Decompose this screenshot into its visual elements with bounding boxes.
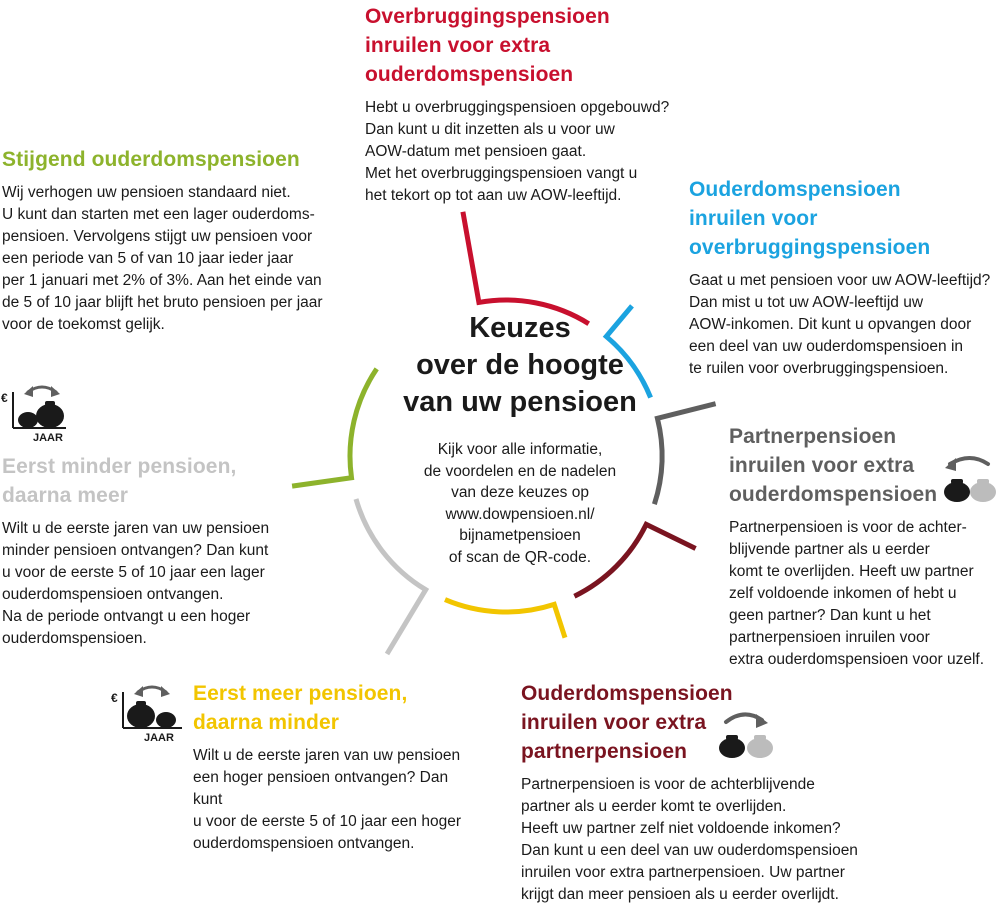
- center-title: Keuzes over de hoogte van uw pensioen: [403, 312, 637, 418]
- block-body: Gaat u met pensioen voor uw AOW-leeftijd? Dan mist u tot uw AOW-leeftijd uw AOW-inkomen. Dit kunt u opvangen door een deel van uw ouderdomspensioen in te ruilen voor overbruggingspensioen.: [689, 272, 991, 377]
- segment-eerst-meer-yellow: [445, 600, 565, 638]
- block-body: Wilt u de eerste jaren van uw pensioen een hoger pensioen ontvangen? Dan kunt u voor de eerste 5 of 10 jaar een hoger ouderdomspensioen ontvangen.: [193, 747, 461, 852]
- block-ouderdomspensioen-voor-overbrugging: [689, 175, 999, 380]
- block-title: Ouderdomspensioen inruilen voor extra partnerpensioen: [521, 682, 733, 763]
- block-overbruggingspensioen-inruilen: [365, 2, 695, 207]
- block-title: Eerst minder pensioen, daarna meer: [2, 455, 237, 507]
- increasing-chart-icon: [13, 386, 66, 428]
- block-body: Wilt u de eerste jaren van uw pensioen minder pensioen ontvangen? Dan kunt u voor de eerste 5 of 10 jaar een lager ouderdomspensioen ontvangen. Na de periode ontvangt u een hoger ouderdomspensioen.: [2, 520, 270, 647]
- block-body: Wij verhogen uw pensioen standaard niet. U kunt dan starten met een lager ouderdoms- pensioen. Vervolgens stijgt uw pensioen voor een periode van 5 of van 10 jaar ieder jaar per 1 januari met 2% of 3%. Aan het einde van de 5 of 10 jaar blijft het bruto pensioen per jaar voor de toekomst gelijk.: [2, 184, 323, 333]
- block-body: Partnerpensioen is voor de achter- blijvende partner als u eerder komt te overlijden. Heeft uw partner zelf voldoende inkomen of hebt u geen partner? Dan kunt u het partnerpensioen inruilen voor extra ouderdomspensioen voor uzelf.: [729, 519, 985, 668]
- block-title: Ouderdomspensioen inruilen voor overbruggingspensioen: [689, 178, 931, 259]
- block-title: Overbruggingspensioen inruilen voor extra ouderdomspensioen: [365, 5, 610, 86]
- block-title: Partnerpensioen inruilen voor extra ouderdomspensioen: [729, 425, 938, 506]
- block-eerst-meer-daarna-minder: [193, 679, 473, 855]
- block-stijgend-ouderdomspensioen: [2, 145, 332, 336]
- center-info-text: Kijk voor alle informatie, de voordelen en de nadelen van deze keuzes op www.dowpensioen.nl/ bijnametpensioen of scan de QR-code.: [423, 441, 617, 566]
- block-partnerpensioen-inruilen: [729, 422, 999, 671]
- decreasing-chart-icon: [123, 686, 182, 728]
- jaar-label: JAAR: [144, 732, 174, 744]
- jaar-label: JAAR: [33, 432, 63, 444]
- block-ouderdomspensioen-voor-partnerpensioen: [521, 679, 881, 906]
- block-title: Stijgend ouderdomspensioen: [2, 148, 300, 171]
- euro-label: €: [111, 691, 118, 705]
- block-eerst-minder-daarna-meer: [2, 452, 302, 650]
- block-body: Partnerpensioen is voor de achterblijvende partner als u eerder komt te overlijden. Heeft uw partner zelf niet voldoende inkomen? Dan kunt u een deel van uw ouderdomspensioen inruilen voor extra partnerpensioen. Uw partner krijgt dan meer pensioen als u eerder overlijdt.: [521, 776, 858, 903]
- block-title: Eerst meer pensioen, daarna minder: [193, 682, 408, 734]
- segment-stijgend-green: [292, 369, 377, 486]
- segment-overbrugging-red: [463, 212, 589, 324]
- block-body: Hebt u overbruggingspensioen opgebouwd? Dan kunt u dit inzetten als u voor uw AOW-datum met pensioen gaat. Met het overbruggingspensioen vangt u het tekort op tot aan uw AOW-leeftijd.: [365, 99, 670, 204]
- euro-label: €: [1, 391, 8, 405]
- segment-partnerpensioen-gray: [654, 404, 715, 505]
